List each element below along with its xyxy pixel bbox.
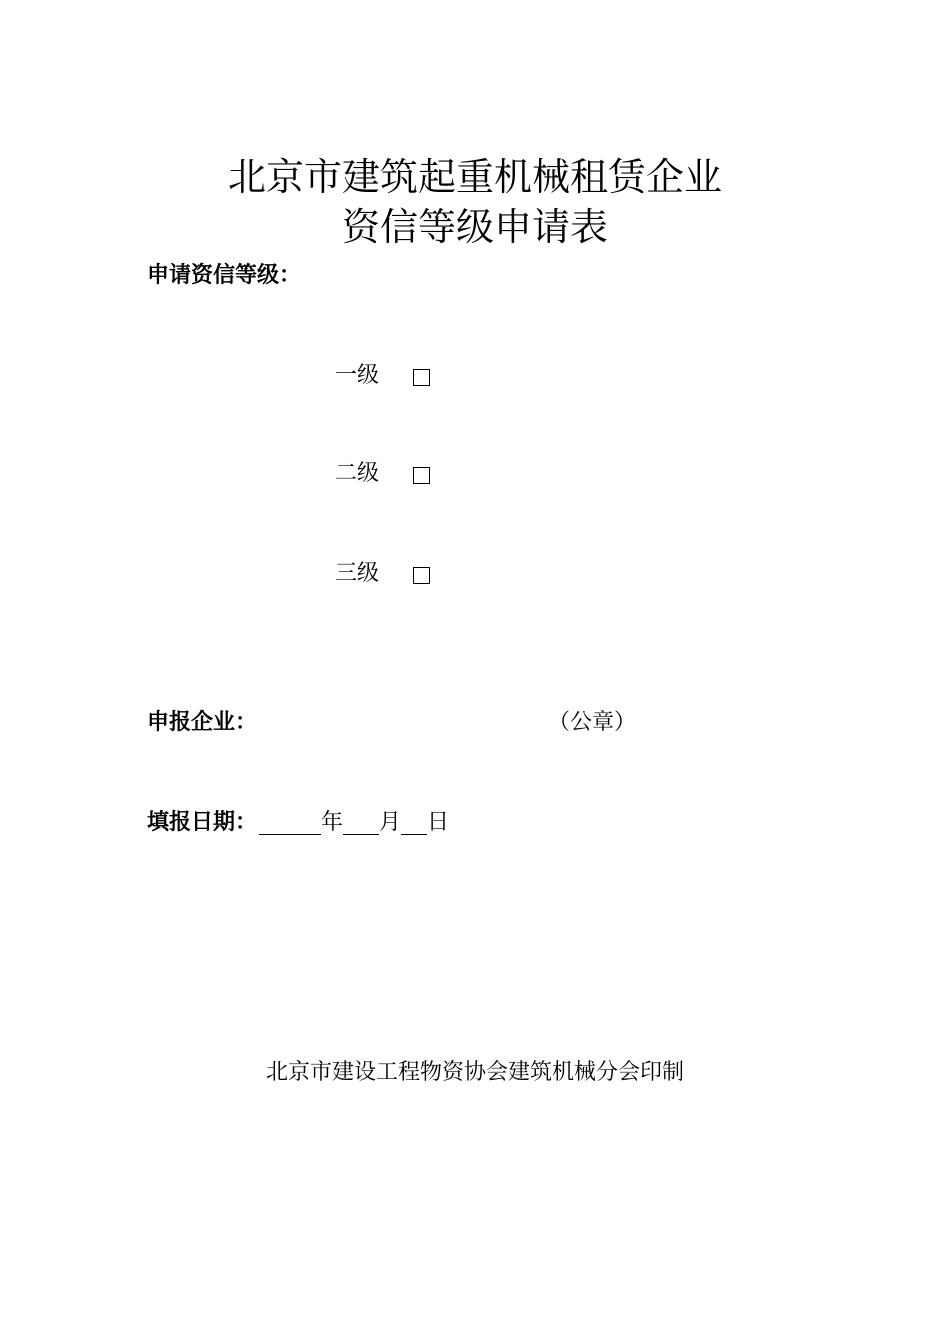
grade-option-label: 三级 — [335, 561, 380, 586]
grade-1-checkbox[interactable] — [413, 369, 430, 386]
day-blank[interactable] — [401, 810, 427, 835]
grade-option-1[interactable] — [335, 362, 430, 390]
date-label: 填报日期： — [147, 810, 258, 835]
year-unit: 年 — [321, 810, 344, 835]
grade-3-checkbox[interactable] — [413, 567, 430, 584]
grade-option-label: 一级 — [335, 363, 380, 388]
date-row — [147, 809, 449, 837]
company-label: 申报企业： — [147, 710, 258, 735]
month-blank[interactable] — [343, 810, 379, 835]
form-title-line-1: 北京市建筑起重机械租赁企业 — [227, 155, 722, 199]
month-unit: 月 — [379, 810, 402, 835]
grade-label: 申请资信等级： — [147, 263, 302, 288]
day-unit: 日 — [427, 810, 450, 835]
grade-2-checkbox[interactable] — [413, 467, 430, 484]
grade-option-3[interactable] — [335, 560, 430, 588]
footer-publisher: 北京市建设工程物资协会建筑机械分会印制 — [265, 1060, 684, 1085]
grade-option-2[interactable] — [335, 460, 430, 488]
year-blank[interactable] — [259, 810, 321, 835]
form-title-line-2: 资信等级申请表 — [341, 205, 608, 249]
seal-text: （公章） — [548, 710, 637, 735]
grade-option-label: 二级 — [335, 461, 380, 486]
